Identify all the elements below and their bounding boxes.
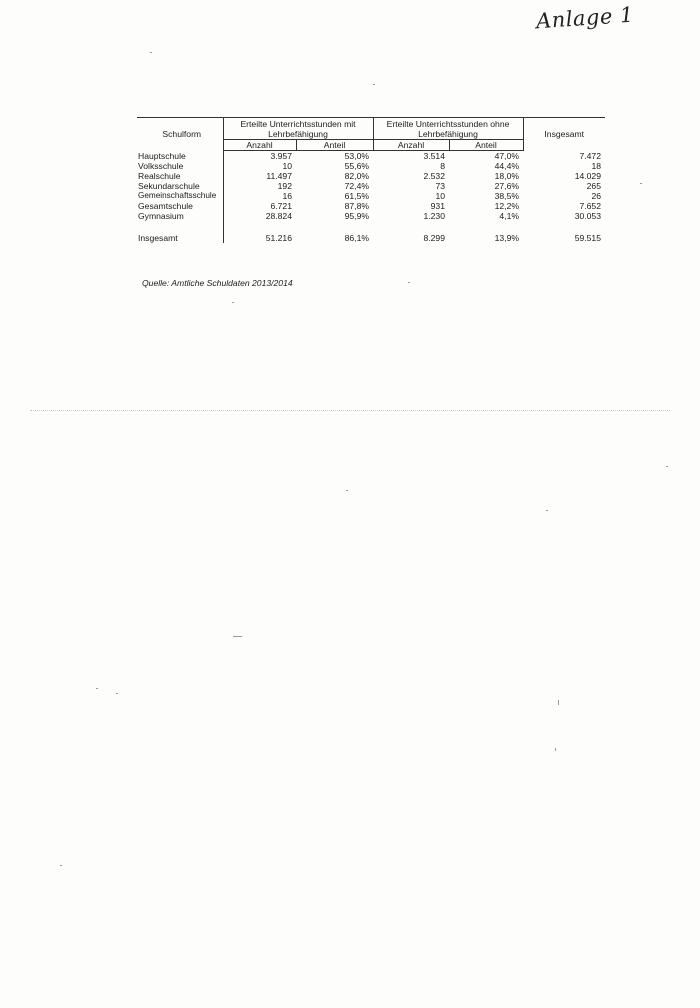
scan-speck: [346, 490, 348, 491]
row-schulform: Gymnasium: [138, 211, 184, 221]
row-with-anteil: 82,0%: [344, 171, 369, 181]
total-without-anteil: 13,9%: [494, 233, 519, 243]
source-note: Quelle: Amtliche Schuldaten 2013/2014: [142, 278, 293, 288]
scan-artifact-line: [30, 410, 670, 411]
table-row: [137, 151, 605, 162]
row-schulform: Gemeinschaftsschule: [138, 191, 217, 200]
scan-speck: [233, 636, 242, 637]
table-total-row: [137, 232, 605, 243]
table-row: [137, 191, 605, 201]
row-without-anteil: 27,6%: [494, 181, 519, 191]
header-schulform: Schulform: [162, 129, 202, 140]
scan-speck: [116, 693, 118, 694]
header-without-anzahl: Anzahl: [373, 140, 449, 151]
row-with-anteil: 95,9%: [344, 211, 369, 221]
scan-speck: [232, 302, 234, 303]
row-with-anteil: 72,4%: [344, 181, 369, 191]
row-without-anzahl: 73: [435, 181, 445, 191]
row-with-anteil: 87,8%: [344, 201, 369, 211]
row-without-anzahl: 2.532: [423, 171, 445, 181]
row-insgesamt: 30.053: [574, 211, 601, 221]
row-without-anteil: 44,4%: [494, 161, 519, 171]
row-insgesamt: 18: [591, 161, 601, 171]
total-with-anzahl: 51.216: [223, 232, 296, 243]
table-row: [137, 171, 605, 181]
table-row: [137, 181, 605, 191]
table-row: [137, 211, 605, 221]
row-without-anzahl: 3.514: [423, 151, 445, 161]
row-without-anteil: 18,0%: [494, 171, 519, 181]
row-with-anzahl: 3.957: [223, 151, 296, 162]
row-schulform: Volksschule: [138, 161, 184, 171]
row-without-anteil: 47,0%: [494, 151, 519, 161]
handwritten-annotation: Anlage 1: [535, 2, 635, 34]
row-insgesamt: 265: [586, 181, 601, 191]
statistics-table-container: [137, 117, 605, 243]
row-schulform: Gesamtschule: [138, 201, 193, 211]
scan-speck: [558, 700, 559, 705]
row-insgesamt: 7.472: [579, 150, 601, 161]
header-insgesamt: Insgesamt: [544, 129, 585, 140]
row-schulform: Realschule: [138, 171, 181, 181]
table-row: [137, 161, 605, 171]
row-with-anzahl: 6.721: [223, 201, 296, 211]
teaching-hours-table: [137, 117, 605, 243]
header-group-with-qualification: Erteilte Unterrichtsstunden mit Lehrbefähigung: [223, 118, 373, 140]
scan-speck: [555, 748, 556, 751]
total-without-anzahl: 8.299: [423, 233, 445, 243]
header-with-anteil: Anteil: [296, 140, 373, 151]
row-without-anzahl: 8: [440, 161, 445, 171]
scan-speck: [96, 688, 98, 689]
row-with-anzahl: 16: [223, 191, 296, 201]
row-with-anzahl: 10: [223, 161, 296, 171]
scan-speck: [408, 282, 410, 283]
header-group-without-qualification: Erteilte Unterrichtsstunden ohne Lehrbefähigung: [373, 118, 523, 140]
total-with-anteil: 86,1%: [344, 233, 369, 243]
row-with-anteil: 55,6%: [344, 161, 369, 171]
row-insgesamt: 26: [591, 191, 601, 201]
header-with-anzahl: Anzahl: [223, 140, 296, 151]
table-row: [137, 201, 605, 211]
row-without-anteil: 4,1%: [499, 211, 519, 221]
scan-speck: [546, 510, 548, 511]
row-without-anzahl: 1.230: [423, 211, 445, 221]
row-without-anzahl: 931: [430, 201, 445, 211]
row-insgesamt: 7.652: [579, 201, 601, 211]
total-insgesamt: 59.515: [574, 233, 601, 243]
row-with-anzahl: 11.497: [223, 171, 296, 181]
header-without-anteil: Anteil: [449, 140, 523, 151]
row-without-anteil: 12,2%: [494, 201, 519, 211]
row-with-anzahl: 192: [223, 181, 296, 191]
row-insgesamt: 14.029: [574, 171, 601, 181]
scan-speck: [150, 52, 152, 53]
scan-speck: [640, 183, 642, 184]
total-label: Insgesamt: [138, 233, 178, 243]
row-with-anzahl: 28.824: [223, 211, 296, 221]
row-schulform: Hauptschule: [138, 150, 186, 161]
row-without-anzahl: 10: [435, 191, 445, 201]
scan-speck: [60, 865, 62, 866]
row-without-anteil: 38,5%: [494, 191, 519, 201]
row-with-anteil: 53,0%: [344, 151, 369, 161]
scan-speck: [666, 466, 668, 467]
row-schulform: Sekundarschule: [138, 181, 200, 191]
row-with-anteil: 61,5%: [344, 191, 369, 201]
scan-speck: [373, 84, 375, 85]
